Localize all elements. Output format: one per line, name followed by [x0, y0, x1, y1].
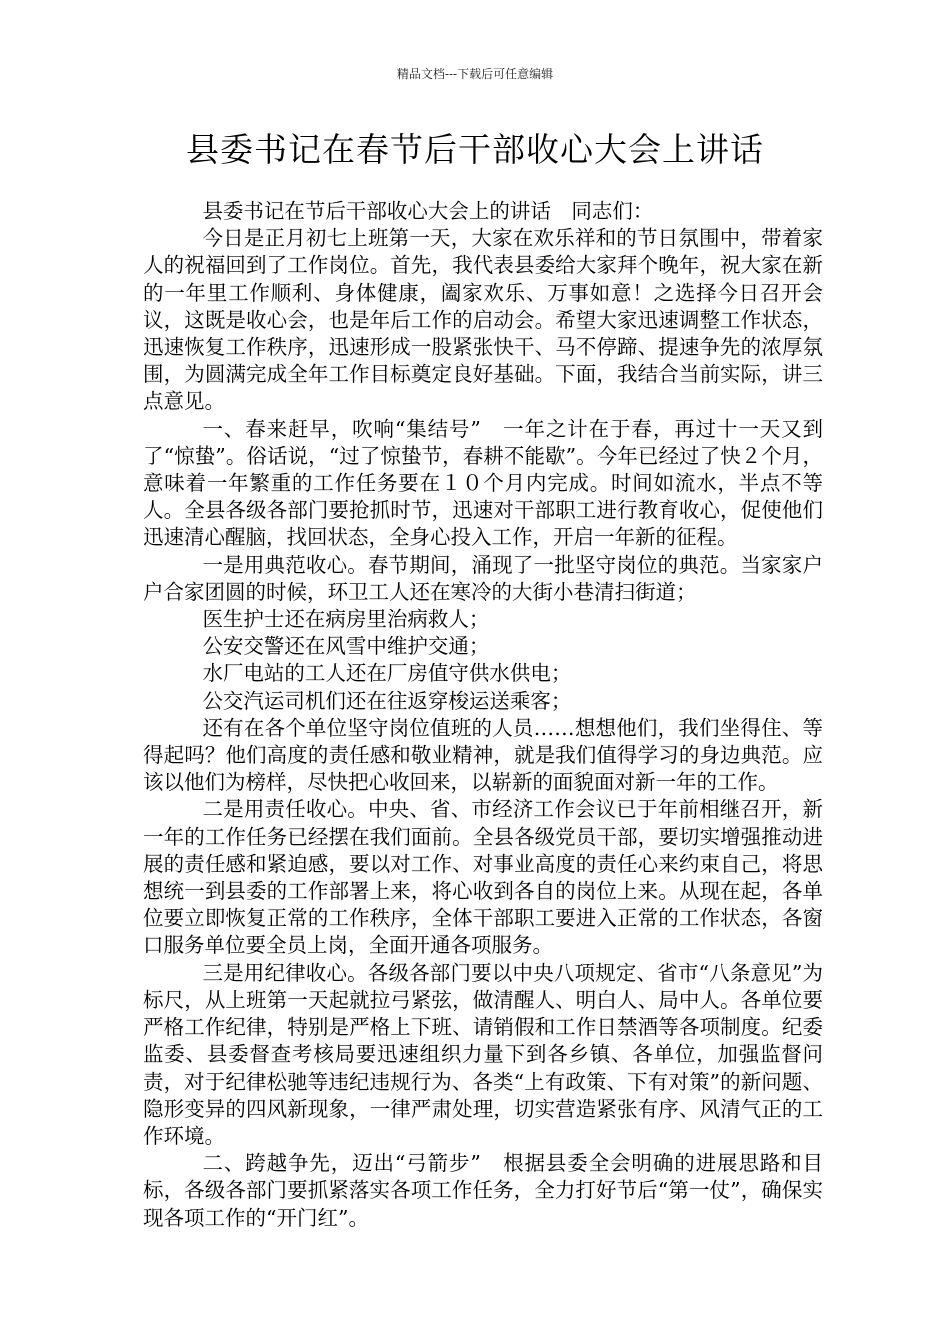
document-body — [143, 198, 823, 1232]
paragraph-exemplar-conclusion: 还有在各个单位坚守岗位值班的人员……想想他们，我们坐得住、等得起吗？他们高度的责任感和敬业精神，就是我们值得学习的身边典范。应该以他们为榜样，尽快把心收回来，以崭新的面貌面对新一年的工作。 — [143, 715, 823, 795]
paragraph-section-two: 二、跨越争先，迈出“弓箭步” 根据县委全会明确的进展思路和目标，各级各部门要抓紧落实各项工作任务，全力打好节后“第一仗”，确保实现各项工作的“开门红”。 — [143, 1151, 823, 1230]
document-title: 县委书记在春节后干部收心大会上讲话 — [186, 130, 764, 169]
paragraph-salutation: 县委书记在节后干部收心大会上的讲话 同志们： — [202, 199, 654, 223]
paragraph-point-exemplar: 一是用典范收心。春节期间，涌现了一批坚守岗位的典范。当家家户户合家团圆的时候，环卫工人还在寒冷的大街小巷清扫街道； — [143, 552, 823, 604]
paragraph-list-item: 水厂电站的工人还在厂房值守供水供电； — [202, 661, 572, 686]
paragraph-list-item: 医生护士还在病房里治病救人； — [202, 607, 490, 632]
paragraph-point-discipline: 三是用纪律收心。各级各部门要以中央八项规定、省市“八条意见”为标尺，从上班第一天起就拉弓紧弦，做清醒人、明白人、局中人。各单位要严格工作纪律，特别是严格上下班、请销假和工作日禁酒等各项制度。纪委监委、县委督查考核局要迅速组织力量下到各乡镇、各单位，加强监督问责，对于纪律松驰等违纪违规行为、各类“上有政策、下有对策”的新问题、隐形变异的四风新现象，一律严肃处理，切实营造紧张有序、风清气正的工作环境。 — [143, 960, 823, 1148]
paragraph-point-responsibility: 二是用责任收心。中央、省、市经济工作会议已于年前相继召开，新一年的工作任务已经摆在我们面前。全县各级党员干部，要切实增强推动进展的责任感和紧迫感，要以对工作、对事业高度的责任心来约束自己，将思想统一到县委的工作部署上来，将心收到各自的岗位上来。从现在起，各单位要立即恢复正常的工作秩序，全体干部职工要进入正常的工作状态，各窗口服务单位要全员上岗，全面开通各项服务。 — [143, 797, 823, 958]
paragraph-list-item: 公安交警还在风雪中维护交通； — [202, 634, 490, 659]
paragraph-opening: 今日是正月初七上班第一天，大家在欢乐祥和的节日氛围中，带着家人的祝福回到了工作岗位。首先，我代表县委给大家拜个晚年，祝大家在新的一年里工作顺利、身体健康，阖家欢乐、万事如意！之选择今日召开会议，这既是收心会，也是年后工作的启动会。希望大家迅速调整工作状态，迅速恢复工作秩序，迅速形成一股紧张快干、马不停蹄、提速争先的浓厚氛围，为圆满完成全年工作目标奠定良好基础。下面，我结合当前实际，讲三点意见。 — [143, 226, 823, 414]
paragraph-list-item: 公交汽运司机们还在往返穿梭运送乘客； — [202, 688, 572, 713]
header-note: 精品文档---下载后可任意编辑 — [396, 67, 554, 81]
paragraph-section-one: 一、春来赶早，吹响“集结号” 一年之计在于春，再过十一天又到了“惊蛰”。俗话说，“过了惊蛰节，春耕不能歇”。今年已经过了快２个月，意味着一年繁重的工作任务要在１０个月内完成。时间如流水，半点不等人。全县各级各部门要抢抓时节，迅速对干部职工进行教育收心，促使他们迅速清心醒脑，找回状态，全身心投入工作，开启一年新的征程。 — [143, 416, 823, 550]
